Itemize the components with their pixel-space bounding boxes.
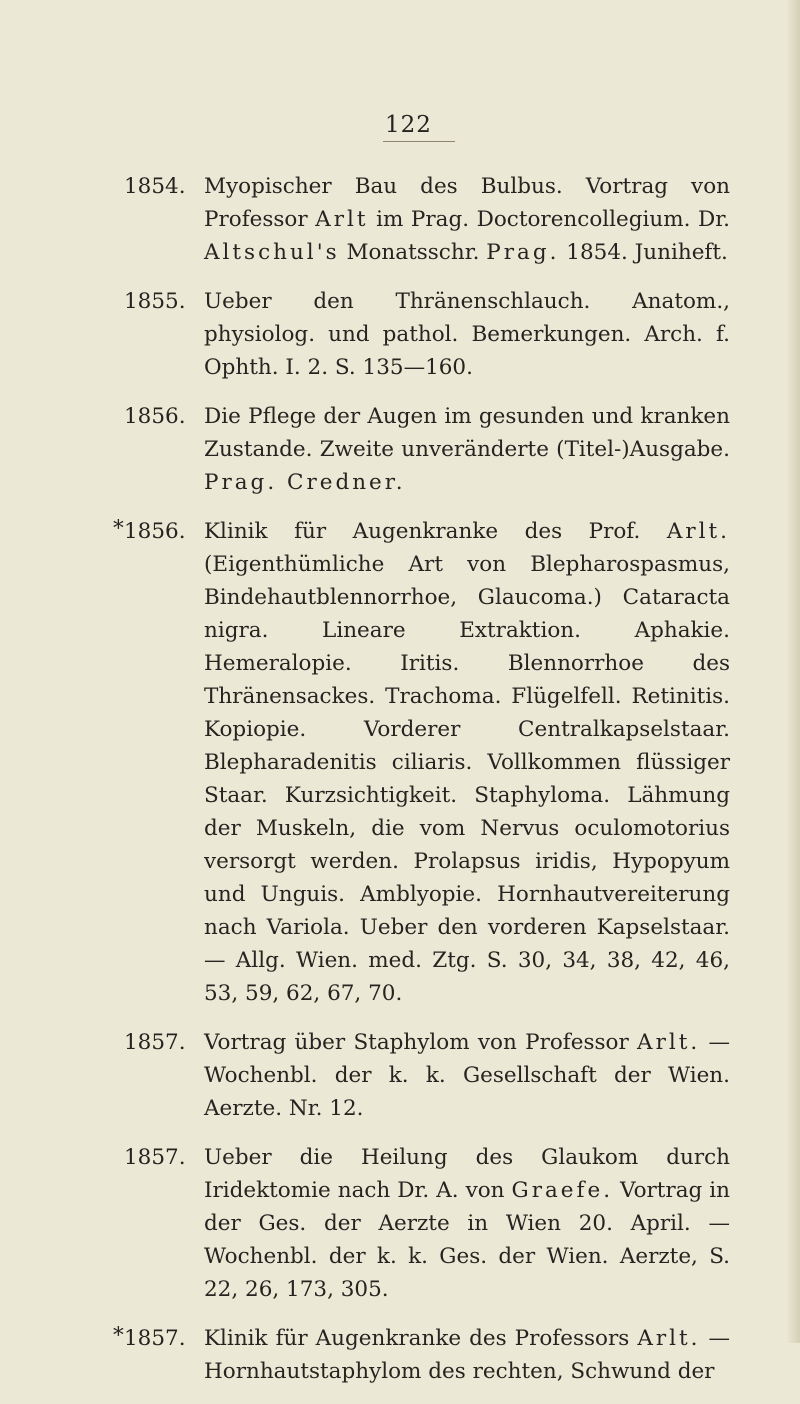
entry-text-segment: Myopischer Bau des Bulbus. Vortrag von Professor <box>204 174 730 232</box>
entry-text <box>204 285 730 384</box>
bibliography-entry <box>0 400 800 499</box>
entry-text-segment: Klinik für Augenkranke des Professors <box>204 1326 638 1351</box>
entry-text-spaced-name: Graefe. <box>511 1178 614 1203</box>
bibliography-entry <box>0 1322 800 1388</box>
entry-text-segment: Ueber den Thränenschlauch. Anatom., physiolog. und pathol. Bemerkungen. Arch. f. Ophth. I. 2. S. 135—160. <box>204 289 730 380</box>
entry-text <box>204 1026 730 1125</box>
entry-text-segment: Vortrag über Staphylom von Professor <box>204 1030 638 1055</box>
entry-year: 1857. <box>124 1030 186 1055</box>
entry-text <box>204 515 730 1010</box>
entry-text-segment: im Prag. Doctorencollegium. Dr. <box>368 207 730 232</box>
bibliography-entry <box>0 1026 800 1125</box>
page-number-rule <box>383 141 455 142</box>
entry-text-spaced-name: Arlt <box>315 207 369 232</box>
entry-text <box>204 170 730 269</box>
bibliography-entry <box>0 170 800 269</box>
entry-year: 1854. <box>124 174 186 199</box>
entry-year: 1856. <box>124 519 186 544</box>
entry-text <box>204 1322 730 1388</box>
entry-year: 1857. <box>124 1326 186 1351</box>
entry-text-spaced-name: Prag. <box>486 240 560 265</box>
entry-text-spaced-name: Arlt. <box>666 519 730 544</box>
entry-text-segment: Ueber die Heilung des Glaukom durch Iridektomie nach Dr. A. von <box>204 1145 730 1203</box>
entry-year: 1855. <box>124 289 186 314</box>
entry-text <box>204 400 730 499</box>
entry-text-spaced-name: Prag. Credner. <box>204 470 406 495</box>
entry-text-spaced-name: Altschul's <box>204 240 340 265</box>
entry-year: 1857. <box>124 1145 186 1170</box>
entry-star-marker: * <box>113 1323 124 1348</box>
bibliography-list <box>0 170 800 1404</box>
page-number: 122 <box>385 112 432 138</box>
entry-text-spaced-name: Arlt. <box>637 1030 701 1055</box>
entry-text-segment: Klinik für Augenkranke des Prof. <box>204 519 667 544</box>
entry-text-spaced-name: Arlt. <box>637 1326 701 1351</box>
bibliography-entry <box>0 285 800 384</box>
entry-star-marker: * <box>113 516 124 541</box>
entry-year: 1856. <box>124 404 186 429</box>
entry-text-segment: — Hornhautstaphylom des rechten, Schwund der <box>204 1326 730 1384</box>
entry-text-segment: 1854. Juniheft. <box>559 240 728 265</box>
bibliography-entry <box>0 515 800 1010</box>
entry-text-segment: — Wochenbl. der k. k. Gesellschaft der Wien. Aerzte. Nr. 12. <box>204 1030 730 1121</box>
entry-text-segment: (Eigenthümliche Art von Blepharospasmus, Bindehautblennorrhoe, Glaucoma.) Cataracta nigra. Lineare Extraktion. Aphakie. Hemeralopie. Iritis. Blennorrhoe des Thränensackes. Trachoma. Flügelfell. Retinitis. Kopiopie. Vorderer Centralkapselstaar. Blepharadenitis ciliaris. Vollkommen flüssiger Staar. Kurzsichtigkeit. Staphyloma. Lähmung der Muskeln, die vom Nervus oculomotorius versorgt werden. Prolapsus iridis, Hypopyum und Unguis. Amblyopie. Hornhautvereiterung nach Variola. Ueber den vorderen Kapselstaar. — Allg. Wien. med. Ztg. S. 30, 34, 38, 42, 46, 53, 59, 62, 67, 70. <box>204 552 730 1006</box>
bibliography-entry <box>0 1141 800 1306</box>
entry-text-segment: Die Pflege der Augen im gesunden und kranken Zustande. Zweite unveränderte (Titel-)Ausgabe. <box>204 404 730 462</box>
entry-text-segment: Monatsschr. <box>339 240 487 265</box>
entry-text-segment: Vortrag in der Ges. der Aerzte in Wien 20. April. — Wochenbl. der k. k. Ges. der Wien. Aerzte, S. 22, 26, 173, 305. <box>204 1178 730 1302</box>
entry-text <box>204 1141 730 1306</box>
